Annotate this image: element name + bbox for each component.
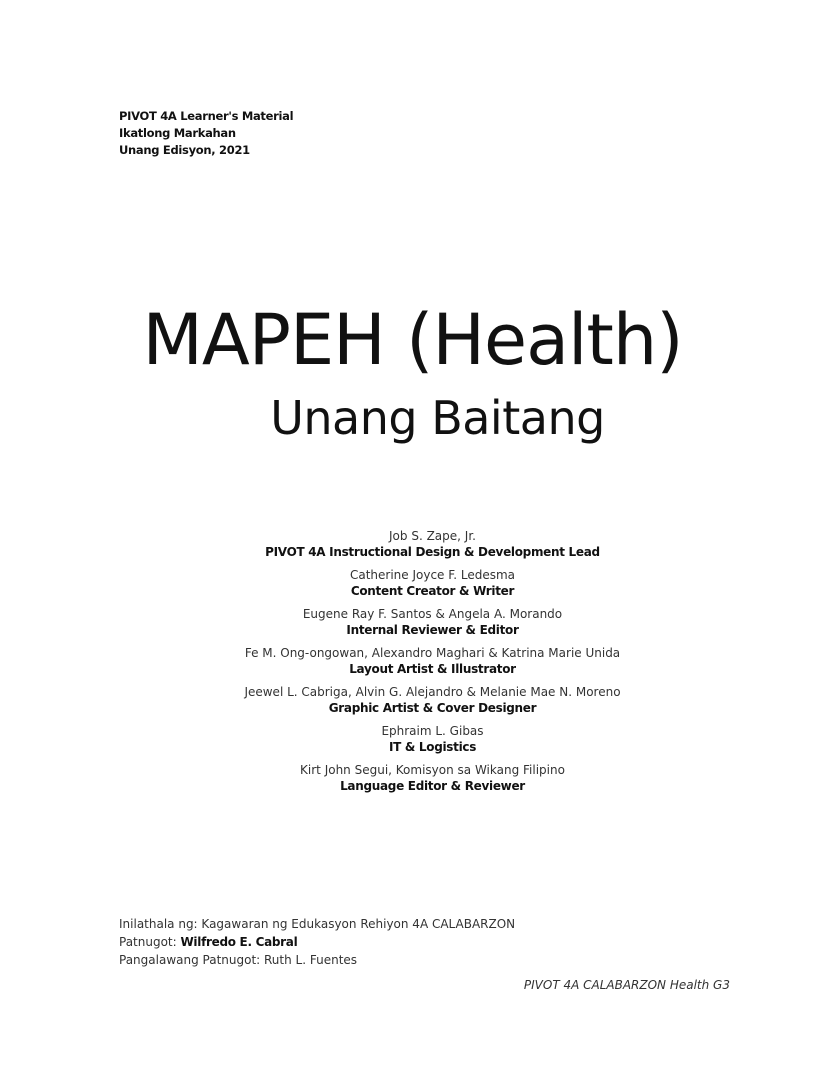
credit-item — [0, 528, 825, 560]
credit-role: Layout Artist & Illustrator — [349, 662, 516, 676]
credit-item — [0, 606, 825, 638]
credit-name: Kirt John Segui, Komisyon sa Wikang Filipino — [300, 763, 565, 777]
credit-role: Content Creator & Writer — [350, 584, 515, 598]
page-subtitle: Unang Baitang — [270, 391, 605, 445]
credit-name: Ephraim L. Gibas — [381, 724, 484, 738]
editor-line — [119, 933, 515, 951]
assistant-editor-line: Pangalawang Patnugot: Ruth L. Fuentes — [119, 953, 358, 967]
publisher-line: Inilathala ng: Kagawaran ng Edukasyon Rehiyon 4A CALABARZON — [119, 917, 516, 931]
credit-item — [0, 567, 825, 599]
credits-list — [0, 528, 825, 801]
credit-role: Graphic Artist & Cover Designer — [328, 701, 537, 715]
credit-role: Language Editor & Reviewer — [340, 779, 525, 793]
material-title: PIVOT 4A Learner's Material — [119, 109, 294, 123]
credit-name: Jeewel L. Cabriga, Alvin G. Alejandro & Melanie Mae N. Moreno — [244, 685, 621, 699]
credit-item — [0, 645, 825, 677]
credit-item — [0, 723, 825, 755]
quarter-label: Ikatlong Markahan — [119, 126, 236, 140]
header-block — [119, 108, 293, 159]
page-title: MAPEH (Health) — [142, 299, 683, 381]
credit-role: IT & Logistics — [388, 740, 477, 754]
credit-item — [0, 762, 825, 794]
footer-tag: PIVOT 4A CALABARZON Health G3 — [523, 978, 730, 992]
credit-name: Fe M. Ong-ongowan, Alexandro Maghari & Katrina Marie Unida — [244, 646, 621, 660]
editor-label: Patnugot: — [119, 935, 181, 949]
publisher-block — [119, 915, 515, 969]
credit-name: Eugene Ray F. Santos & Angela A. Morando — [302, 607, 563, 621]
credit-name: Catherine Joyce F. Ledesma — [349, 568, 516, 582]
credit-role: Internal Reviewer & Editor — [346, 623, 519, 637]
credit-item — [0, 684, 825, 716]
edition-label: Unang Edisyon, 2021 — [119, 143, 250, 157]
credit-name: Job S. Zape, Jr. — [389, 529, 476, 543]
editor-name: Wilfredo E. Cabral — [180, 935, 298, 949]
credit-role: PIVOT 4A Instructional Design & Development Lead — [265, 545, 600, 559]
